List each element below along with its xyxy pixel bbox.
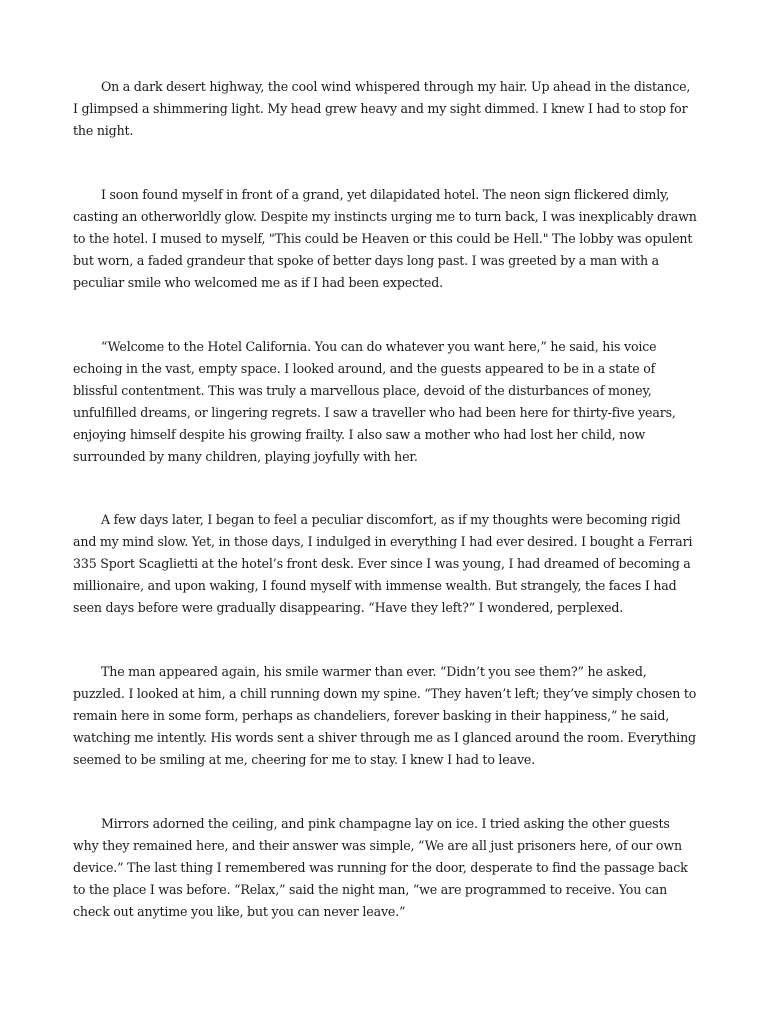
paragraph-2: I soon found myself in front of a grand, yet dilapidated hotel. The neon sign flickered dimly, casting an otherworldly glow. Despite my instincts urging me to turn back, I was inexplicably drawn to the hotel. I mused to myself, "This could be Heaven or this could be Hell." The lobby was opulent but worn, a faded grandeur that spoke of better days long past. I was greeted by a man with a peculiar smile who welcomed me as if I had been expected. <box>73 187 697 290</box>
paragraph-1: On a dark desert highway, the cool wind whispered through my hair. Up ahead in the distance, I glimpsed a shimmering light. My head grew heavy and my sight dimmed. I knew I had to stop for the night. <box>73 79 691 138</box>
paragraph-3: “Welcome to the Hotel California. You can do whatever you want here,” he said, his voice echoing in the vast, empty space. I looked around, and the guests appeared to be in a state of blissful contentment. This was truly a marvellous place, devoid of the disturbances of money, unfulfilled dreams, or lingering regrets. I saw a traveller who had been here for thirty-five years, enjoying himself despite his growing frailty. I also saw a mother who had lost her child, now surrounded by many children, playing joyfully with her. <box>73 339 676 464</box>
paragraph-6: Mirrors adorned the ceiling, and pink champagne lay on ice. I tried asking the other guests why they remained here, and their answer was simple, “We are all just prisoners here, of our own device.” The last thing I remembered was running for the door, desperate to find the passage back to the place I was before. “Relax,” said the night man, “we are programmed to receive. You can check out anytime you like, but you can never leave.” <box>73 816 688 919</box>
paragraph-5: The man appeared again, his smile warmer than ever. “Didn’t you see them?” he asked, puzzled. I looked at him, a chill running down my spine. “They haven’t left; they’ve simply chosen to remain here in some form, perhaps as chandeliers, forever basking in their happiness,” he said, watching me intently. His words sent a shiver through me as I glanced around the room. Everything seemed to be smiling at me, cheering for me to stay. I knew I had to leave. <box>73 664 697 767</box>
paragraph-4: A few days later, I began to feel a peculiar discomfort, as if my thoughts were becoming rigid and my mind slow. Yet, in those days, I indulged in everything I had ever desired. I bought a Ferrari 335 Sport Scaglietti at the hotel’s front desk. Ever since I was young, I had dreamed of becoming a millionaire, and upon waking, I found myself with immense wealth. But strangely, the faces I had seen days before were gradually disappearing. “Have they left?” I wondered, perplexed. <box>73 512 693 615</box>
